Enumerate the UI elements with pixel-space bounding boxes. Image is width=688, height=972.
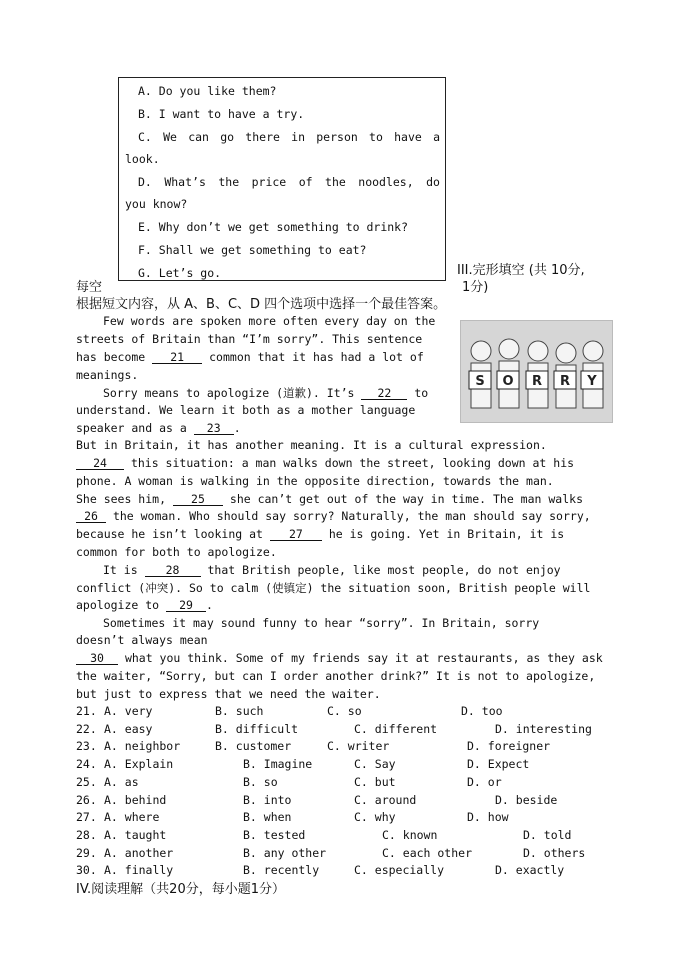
question-option-d[interactable]: D. beside bbox=[495, 792, 558, 807]
option-d-cont: you know? bbox=[125, 197, 188, 211]
fragment-per-blank: 每空 bbox=[76, 280, 103, 295]
passage-line-17: apologize to 29 . bbox=[76, 598, 213, 612]
question-option-b[interactable]: B. into bbox=[243, 792, 292, 807]
passage-line-8: But in Britain, it has another meaning. It is a cultural expression. bbox=[76, 438, 547, 452]
section3-heading: III.完形填空 (共 10分, bbox=[457, 263, 585, 278]
cartoon-letter-y: Y bbox=[587, 374, 597, 389]
question-option-a[interactable]: A. where bbox=[104, 810, 160, 825]
passage-line-9: 24 this situation: a man walks down the street, looking down at his bbox=[76, 456, 574, 470]
passage-line-16: conflict (冲突). So to calm (使镇定) the situation soon, British people will bbox=[76, 581, 591, 595]
question-number: 21. bbox=[76, 704, 97, 718]
question-option-a[interactable]: A. very bbox=[104, 704, 153, 718]
options-box bbox=[118, 77, 446, 281]
passage-line-1: Few words are spoken more often every day on the bbox=[103, 314, 436, 328]
option-f: F. Shall we get something to eat? bbox=[138, 243, 367, 257]
question-option-d[interactable]: D. too bbox=[461, 704, 503, 718]
blank-24[interactable]: 24 bbox=[76, 458, 124, 470]
question-option-c[interactable]: C. different bbox=[354, 721, 438, 736]
passage-line-19: doesn’t always mean bbox=[76, 633, 208, 647]
question-option-a[interactable]: A. Explain bbox=[104, 757, 174, 772]
question-option-c[interactable]: C. known bbox=[382, 827, 438, 842]
blank-25[interactable]: 25 bbox=[173, 494, 223, 506]
blank-26[interactable]: 26 bbox=[76, 511, 106, 523]
question-option-d[interactable]: D. or bbox=[467, 774, 502, 789]
sorry-cartoon-image bbox=[460, 320, 613, 423]
section3-instruction: 根据短文内容，从 A、B、C、D 四个选项中选择一个最佳答案。 bbox=[76, 297, 447, 312]
cartoon-letter-s: S bbox=[475, 374, 485, 389]
option-g: G. Let’s go. bbox=[138, 266, 222, 280]
question-option-b[interactable]: B. so bbox=[243, 774, 278, 789]
blank-22[interactable]: 22 bbox=[361, 388, 407, 400]
question-number: 25. bbox=[76, 774, 97, 789]
question-number: 24. bbox=[76, 757, 97, 772]
question-number: 26. bbox=[76, 792, 97, 807]
question-option-c[interactable]: C. but bbox=[354, 774, 396, 789]
question-option-d[interactable]: D. told bbox=[523, 827, 572, 842]
passage-line-7: speaker and as a 23 . bbox=[76, 421, 241, 435]
question-option-d[interactable]: D. others bbox=[523, 845, 586, 860]
question-option-a[interactable]: A. finally bbox=[104, 863, 174, 878]
section4-heading: IV.阅读理解（共20分，每小题1分） bbox=[76, 882, 285, 897]
question-number: 29. bbox=[76, 845, 97, 860]
passage-line-2: streets of Britain than “I’m sorry”. This sentence bbox=[76, 332, 423, 346]
question-option-b[interactable]: B. any other bbox=[243, 845, 327, 860]
question-option-a[interactable]: A. as bbox=[104, 774, 139, 789]
section3-heading-cont: 1分) bbox=[462, 280, 489, 295]
blank-30[interactable]: 30 bbox=[76, 653, 118, 665]
cartoon-letter-o: O bbox=[502, 374, 514, 389]
question-option-b[interactable]: B. tested bbox=[243, 827, 306, 842]
passage-line-12: 26 the woman. Who should say sorry? Naturally, the man should say sorry, bbox=[76, 509, 591, 523]
option-c-cont: look. bbox=[125, 152, 160, 166]
passage-line-13: because he isn’t looking at 27 he is going. Yet in Britain, it is bbox=[76, 527, 565, 541]
cartoon-letter-r2: R bbox=[559, 374, 571, 389]
blank-23[interactable]: 23 bbox=[194, 423, 234, 435]
passage-line-11: She sees him, 25 she can’t get out of the way in time. The man walks bbox=[76, 492, 583, 506]
passage-line-6: understand. We learn it both as a mother language bbox=[76, 403, 416, 417]
cartoon-letter-r1: R bbox=[531, 374, 543, 389]
option-d: D. What’s the price of the noodles, do bbox=[138, 175, 440, 189]
passage-line-4: meanings. bbox=[76, 368, 139, 382]
option-a: A. Do you like them? bbox=[138, 84, 277, 98]
option-b: B. I want to have a try. bbox=[138, 107, 305, 121]
option-c: C. We can go there in person to have a bbox=[138, 130, 440, 144]
question-option-d[interactable]: D. interesting bbox=[495, 721, 592, 736]
passage-line-20: 30 what you think. Some of my friends say it at restaurants, as they ask bbox=[76, 651, 603, 665]
passage-line-15: It is 28 that British people, like most people, do not enjoy bbox=[103, 563, 561, 577]
question-option-c[interactable]: C. so bbox=[327, 704, 362, 718]
question-option-a[interactable]: A. taught bbox=[104, 827, 167, 842]
question-option-a[interactable]: A. neighbor bbox=[104, 739, 181, 754]
question-option-a[interactable]: A. easy bbox=[104, 721, 153, 736]
question-option-d[interactable]: D. how bbox=[467, 810, 509, 825]
question-option-d[interactable]: D. exactly bbox=[495, 863, 565, 878]
option-e: E. Why don’t we get something to drink? bbox=[138, 220, 409, 234]
question-number: 22. bbox=[76, 721, 97, 736]
question-option-b[interactable]: B. such bbox=[215, 704, 264, 718]
question-option-a[interactable]: A. another bbox=[104, 845, 174, 860]
passage-line-3: has become 21 common that it has had a lot of bbox=[76, 350, 424, 364]
question-number: 28. bbox=[76, 827, 97, 842]
question-option-b[interactable]: B. Imagine bbox=[243, 757, 313, 772]
question-option-c[interactable]: C. around bbox=[354, 792, 417, 807]
passage-line-22: but just to express that we need the waiter. bbox=[76, 687, 381, 701]
question-number: 30. bbox=[76, 863, 97, 878]
question-option-d[interactable]: D. Expect bbox=[467, 757, 530, 772]
question-option-c[interactable]: C. each other bbox=[382, 845, 473, 860]
passage-line-10: phone. A woman is walking in the opposite direction, towards the man. bbox=[76, 474, 554, 488]
question-option-a[interactable]: A. behind bbox=[104, 792, 167, 807]
question-option-b[interactable]: B. customer bbox=[215, 739, 292, 754]
blank-27[interactable]: 27 bbox=[270, 529, 322, 541]
passage-line-5: Sorry means to apologize (道歉). It’s 22 to bbox=[103, 386, 429, 400]
question-option-c[interactable]: C. why bbox=[354, 810, 396, 825]
blank-28[interactable]: 28 bbox=[145, 565, 201, 577]
question-option-c[interactable]: C. writer bbox=[327, 739, 390, 754]
question-option-b[interactable]: B. recently bbox=[243, 863, 320, 878]
question-number: 27. bbox=[76, 810, 97, 825]
passage-line-18: Sometimes it may sound funny to hear “sorry”. In Britain, sorry bbox=[103, 616, 540, 630]
question-number: 23. bbox=[76, 739, 97, 754]
question-option-b[interactable]: B. when bbox=[243, 810, 292, 825]
question-option-d[interactable]: D. foreigner bbox=[467, 739, 551, 754]
blank-21[interactable]: 21 bbox=[152, 352, 202, 364]
passage-line-21: the waiter, “Sorry, but can I order another drink?” It is not to apologize, bbox=[76, 669, 596, 683]
blank-29[interactable]: 29 bbox=[166, 600, 206, 612]
question-option-b[interactable]: B. difficult bbox=[215, 721, 299, 736]
question-option-c[interactable]: C. especially bbox=[354, 863, 445, 878]
question-option-c[interactable]: C. Say bbox=[354, 757, 396, 772]
passage-line-14: common for both to apologize. bbox=[76, 545, 277, 559]
